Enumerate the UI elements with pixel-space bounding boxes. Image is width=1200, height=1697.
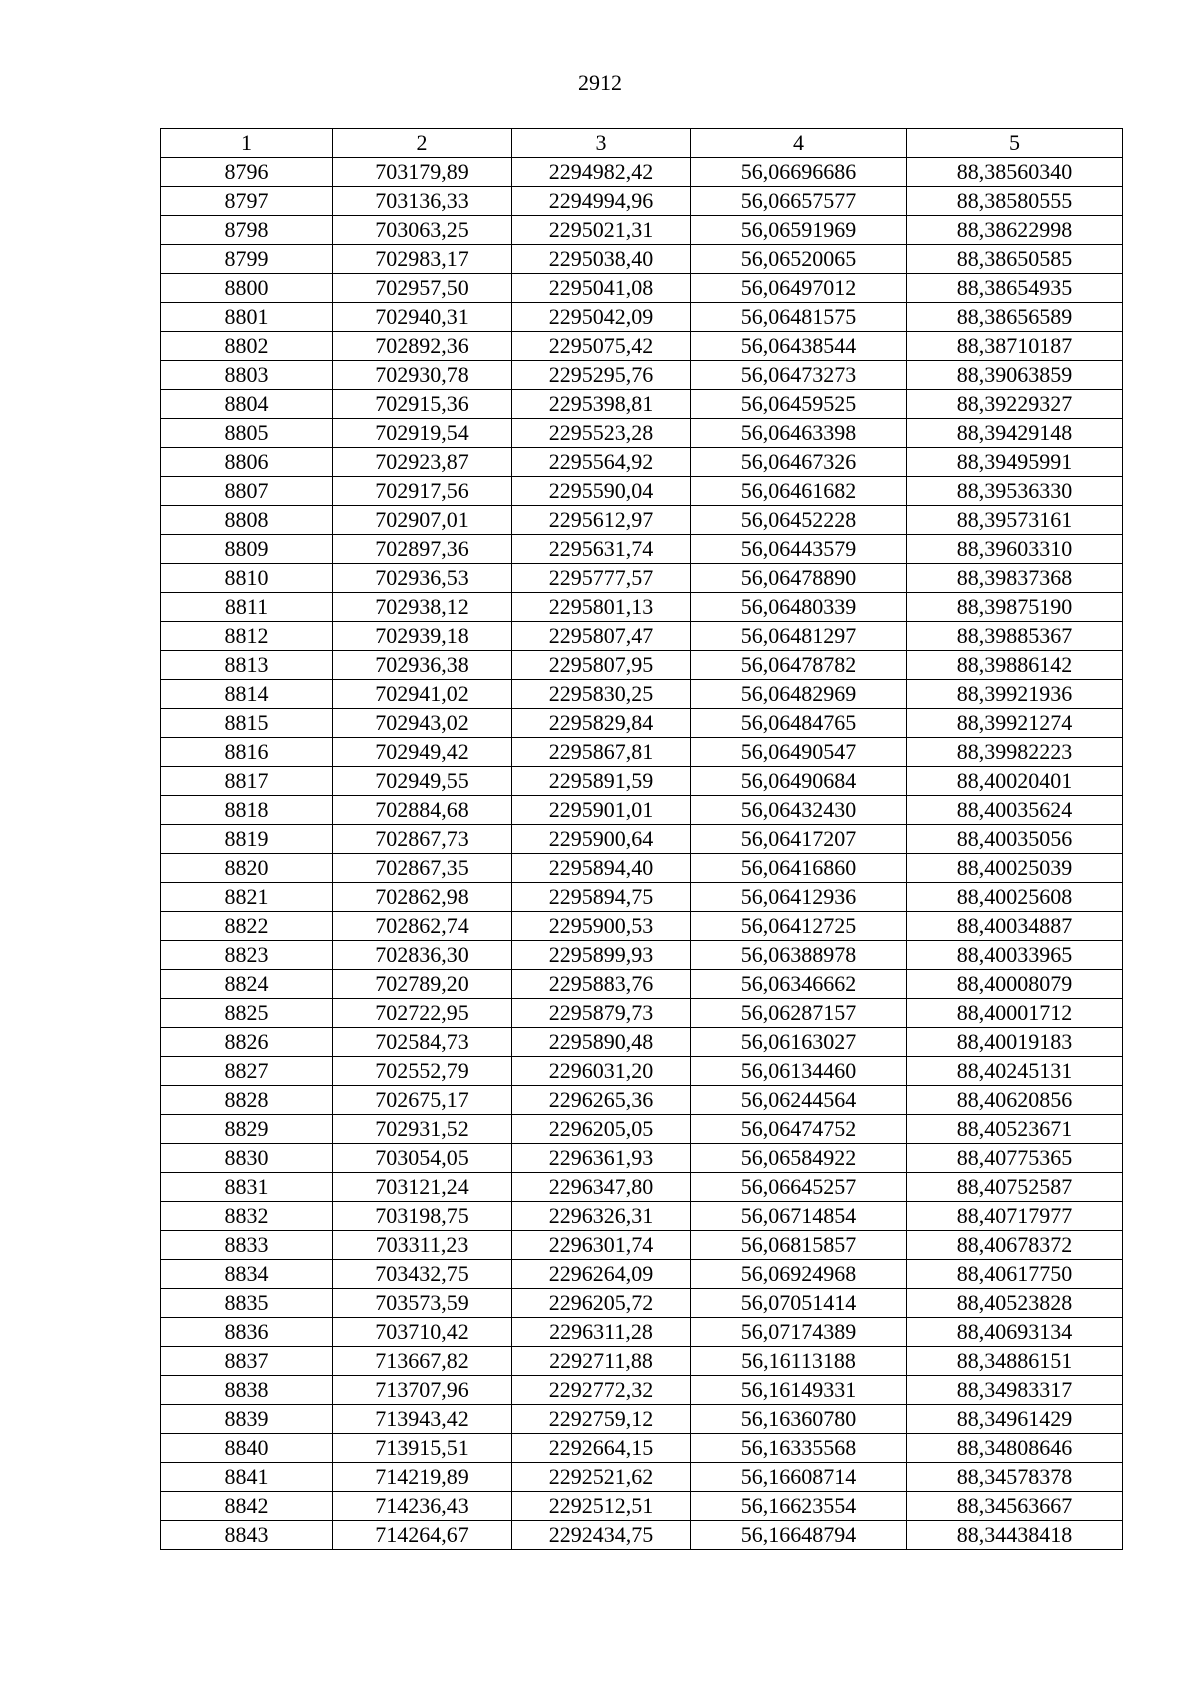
y-coordinate-cell: 2295075,42 (512, 332, 691, 361)
latitude-cell: 56,06714854 (691, 1202, 907, 1231)
longitude-cell: 88,34983317 (907, 1376, 1123, 1405)
x-coordinate-cell: 702936,53 (333, 564, 512, 593)
table-row (161, 1434, 1123, 1463)
table-header (161, 129, 1123, 158)
latitude-cell: 56,06417207 (691, 825, 907, 854)
y-coordinate-cell: 2295879,73 (512, 999, 691, 1028)
column-header-2: 2 (333, 129, 512, 158)
y-coordinate-cell: 2295890,48 (512, 1028, 691, 1057)
x-coordinate-cell: 702722,95 (333, 999, 512, 1028)
y-coordinate-cell: 2295894,75 (512, 883, 691, 912)
y-coordinate-cell: 2295883,76 (512, 970, 691, 999)
x-coordinate-cell: 713915,51 (333, 1434, 512, 1463)
y-coordinate-cell: 2295631,74 (512, 535, 691, 564)
x-coordinate-cell: 703054,05 (333, 1144, 512, 1173)
table-row (161, 245, 1123, 274)
latitude-cell: 56,16335568 (691, 1434, 907, 1463)
table-row (161, 1405, 1123, 1434)
y-coordinate-cell: 2295829,84 (512, 709, 691, 738)
latitude-cell: 56,06657577 (691, 187, 907, 216)
point-number-cell: 8812 (161, 622, 333, 651)
table-row (161, 767, 1123, 796)
table-row (161, 1289, 1123, 1318)
point-number-cell: 8839 (161, 1405, 333, 1434)
point-number-cell: 8813 (161, 651, 333, 680)
table-row (161, 1202, 1123, 1231)
longitude-cell: 88,40245131 (907, 1057, 1123, 1086)
table-row (161, 593, 1123, 622)
x-coordinate-cell: 702949,42 (333, 738, 512, 767)
table-row (161, 1376, 1123, 1405)
x-coordinate-cell: 702939,18 (333, 622, 512, 651)
table-row (161, 738, 1123, 767)
column-header-4: 4 (691, 129, 907, 158)
longitude-cell: 88,40034887 (907, 912, 1123, 941)
latitude-cell: 56,06134460 (691, 1057, 907, 1086)
longitude-cell: 88,40617750 (907, 1260, 1123, 1289)
longitude-cell: 88,40019183 (907, 1028, 1123, 1057)
longitude-cell: 88,38710187 (907, 332, 1123, 361)
longitude-cell: 88,39536330 (907, 477, 1123, 506)
latitude-cell: 56,06412725 (691, 912, 907, 941)
point-number-cell: 8843 (161, 1521, 333, 1550)
point-number-cell: 8833 (161, 1231, 333, 1260)
x-coordinate-cell: 702862,74 (333, 912, 512, 941)
x-coordinate-cell: 702936,38 (333, 651, 512, 680)
point-number-cell: 8837 (161, 1347, 333, 1376)
table-row (161, 651, 1123, 680)
longitude-cell: 88,39229327 (907, 390, 1123, 419)
y-coordinate-cell: 2295801,13 (512, 593, 691, 622)
y-coordinate-cell: 2295523,28 (512, 419, 691, 448)
table-row (161, 1260, 1123, 1289)
point-number-cell: 8817 (161, 767, 333, 796)
x-coordinate-cell: 703432,75 (333, 1260, 512, 1289)
latitude-cell: 56,16113188 (691, 1347, 907, 1376)
table-row (161, 1086, 1123, 1115)
table-row (161, 564, 1123, 593)
table-row (161, 1144, 1123, 1173)
longitude-cell: 88,39875190 (907, 593, 1123, 622)
y-coordinate-cell: 2295590,04 (512, 477, 691, 506)
x-coordinate-cell: 703063,25 (333, 216, 512, 245)
x-coordinate-cell: 702907,01 (333, 506, 512, 535)
x-coordinate-cell: 703121,24 (333, 1173, 512, 1202)
point-number-cell: 8836 (161, 1318, 333, 1347)
latitude-cell: 56,07051414 (691, 1289, 907, 1318)
y-coordinate-cell: 2295041,08 (512, 274, 691, 303)
y-coordinate-cell: 2296205,05 (512, 1115, 691, 1144)
x-coordinate-cell: 702867,35 (333, 854, 512, 883)
latitude-cell: 56,16149331 (691, 1376, 907, 1405)
longitude-cell: 88,39886142 (907, 651, 1123, 680)
longitude-cell: 88,39063859 (907, 361, 1123, 390)
x-coordinate-cell: 703136,33 (333, 187, 512, 216)
x-coordinate-cell: 702983,17 (333, 245, 512, 274)
latitude-cell: 56,06443579 (691, 535, 907, 564)
y-coordinate-cell: 2296326,31 (512, 1202, 691, 1231)
latitude-cell: 56,06481575 (691, 303, 907, 332)
table-row (161, 854, 1123, 883)
longitude-cell: 88,38580555 (907, 187, 1123, 216)
point-number-cell: 8832 (161, 1202, 333, 1231)
latitude-cell: 56,06584922 (691, 1144, 907, 1173)
latitude-cell: 56,06452228 (691, 506, 907, 535)
x-coordinate-cell: 713667,82 (333, 1347, 512, 1376)
longitude-cell: 88,40678372 (907, 1231, 1123, 1260)
table-row (161, 158, 1123, 187)
point-number-cell: 8797 (161, 187, 333, 216)
header-row (161, 129, 1123, 158)
x-coordinate-cell: 702931,52 (333, 1115, 512, 1144)
x-coordinate-cell: 702957,50 (333, 274, 512, 303)
longitude-cell: 88,39603310 (907, 535, 1123, 564)
x-coordinate-cell: 702915,36 (333, 390, 512, 419)
y-coordinate-cell: 2295901,01 (512, 796, 691, 825)
point-number-cell: 8809 (161, 535, 333, 564)
point-number-cell: 8814 (161, 680, 333, 709)
x-coordinate-cell: 703573,59 (333, 1289, 512, 1318)
y-coordinate-cell: 2296361,93 (512, 1144, 691, 1173)
latitude-cell: 56,06520065 (691, 245, 907, 274)
x-coordinate-cell: 702949,55 (333, 767, 512, 796)
latitude-cell: 56,06482969 (691, 680, 907, 709)
point-number-cell: 8835 (161, 1289, 333, 1318)
y-coordinate-cell: 2295038,40 (512, 245, 691, 274)
table-row (161, 506, 1123, 535)
x-coordinate-cell: 702675,17 (333, 1086, 512, 1115)
longitude-cell: 88,34578378 (907, 1463, 1123, 1492)
table-row (161, 1115, 1123, 1144)
latitude-cell: 56,06490547 (691, 738, 907, 767)
longitude-cell: 88,39837368 (907, 564, 1123, 593)
column-header-3: 3 (512, 129, 691, 158)
point-number-cell: 8796 (161, 158, 333, 187)
longitude-cell: 88,34438418 (907, 1521, 1123, 1550)
table-row (161, 1318, 1123, 1347)
y-coordinate-cell: 2295042,09 (512, 303, 691, 332)
latitude-cell: 56,06438544 (691, 332, 907, 361)
point-number-cell: 8834 (161, 1260, 333, 1289)
latitude-cell: 56,07174389 (691, 1318, 907, 1347)
point-number-cell: 8825 (161, 999, 333, 1028)
point-number-cell: 8808 (161, 506, 333, 535)
x-coordinate-cell: 702884,68 (333, 796, 512, 825)
y-coordinate-cell: 2295807,47 (512, 622, 691, 651)
y-coordinate-cell: 2295894,40 (512, 854, 691, 883)
longitude-cell: 88,40008079 (907, 970, 1123, 999)
table-row (161, 1521, 1123, 1550)
table-row (161, 477, 1123, 506)
table-row (161, 883, 1123, 912)
latitude-cell: 56,06481297 (691, 622, 907, 651)
latitude-cell: 56,06346662 (691, 970, 907, 999)
y-coordinate-cell: 2295777,57 (512, 564, 691, 593)
y-coordinate-cell: 2296205,72 (512, 1289, 691, 1318)
point-number-cell: 8842 (161, 1492, 333, 1521)
point-number-cell: 8801 (161, 303, 333, 332)
longitude-cell: 88,40035056 (907, 825, 1123, 854)
latitude-cell: 56,16623554 (691, 1492, 907, 1521)
table-row (161, 332, 1123, 361)
latitude-cell: 56,06473273 (691, 361, 907, 390)
x-coordinate-cell: 702941,02 (333, 680, 512, 709)
longitude-cell: 88,39495991 (907, 448, 1123, 477)
longitude-cell: 88,40523671 (907, 1115, 1123, 1144)
point-number-cell: 8820 (161, 854, 333, 883)
longitude-cell: 88,40001712 (907, 999, 1123, 1028)
longitude-cell: 88,40717977 (907, 1202, 1123, 1231)
longitude-cell: 88,40523828 (907, 1289, 1123, 1318)
longitude-cell: 88,34563667 (907, 1492, 1123, 1521)
x-coordinate-cell: 703710,42 (333, 1318, 512, 1347)
point-number-cell: 8822 (161, 912, 333, 941)
y-coordinate-cell: 2295830,25 (512, 680, 691, 709)
longitude-cell: 88,40033965 (907, 941, 1123, 970)
y-coordinate-cell: 2295867,81 (512, 738, 691, 767)
longitude-cell: 88,34886151 (907, 1347, 1123, 1376)
x-coordinate-cell: 702862,98 (333, 883, 512, 912)
longitude-cell: 88,40020401 (907, 767, 1123, 796)
x-coordinate-cell: 702836,30 (333, 941, 512, 970)
latitude-cell: 56,06416860 (691, 854, 907, 883)
x-coordinate-cell: 702923,87 (333, 448, 512, 477)
table-row (161, 999, 1123, 1028)
y-coordinate-cell: 2296264,09 (512, 1260, 691, 1289)
table-row (161, 1463, 1123, 1492)
latitude-cell: 56,06412936 (691, 883, 907, 912)
longitude-cell: 88,34961429 (907, 1405, 1123, 1434)
y-coordinate-cell: 2295398,81 (512, 390, 691, 419)
table-row (161, 709, 1123, 738)
longitude-cell: 88,40025608 (907, 883, 1123, 912)
table-row (161, 390, 1123, 419)
x-coordinate-cell: 702919,54 (333, 419, 512, 448)
y-coordinate-cell: 2295612,97 (512, 506, 691, 535)
latitude-cell: 56,06490684 (691, 767, 907, 796)
x-coordinate-cell: 702938,12 (333, 593, 512, 622)
point-number-cell: 8799 (161, 245, 333, 274)
point-number-cell: 8804 (161, 390, 333, 419)
x-coordinate-cell: 702584,73 (333, 1028, 512, 1057)
y-coordinate-cell: 2292521,62 (512, 1463, 691, 1492)
table-row (161, 216, 1123, 245)
point-number-cell: 8798 (161, 216, 333, 245)
y-coordinate-cell: 2294994,96 (512, 187, 691, 216)
point-number-cell: 8823 (161, 941, 333, 970)
table-row (161, 970, 1123, 999)
x-coordinate-cell: 714219,89 (333, 1463, 512, 1492)
latitude-cell: 56,06461682 (691, 477, 907, 506)
table-row (161, 680, 1123, 709)
longitude-cell: 88,40620856 (907, 1086, 1123, 1115)
y-coordinate-cell: 2295021,31 (512, 216, 691, 245)
table-row (161, 1057, 1123, 1086)
longitude-cell: 88,40775365 (907, 1144, 1123, 1173)
longitude-cell: 88,39982223 (907, 738, 1123, 767)
longitude-cell: 88,39429148 (907, 419, 1123, 448)
x-coordinate-cell: 703198,75 (333, 1202, 512, 1231)
y-coordinate-cell: 2296301,74 (512, 1231, 691, 1260)
y-coordinate-cell: 2295900,64 (512, 825, 691, 854)
point-number-cell: 8826 (161, 1028, 333, 1057)
point-number-cell: 8830 (161, 1144, 333, 1173)
longitude-cell: 88,38656589 (907, 303, 1123, 332)
table-row (161, 1173, 1123, 1202)
x-coordinate-cell: 702892,36 (333, 332, 512, 361)
longitude-cell: 88,40025039 (907, 854, 1123, 883)
point-number-cell: 8840 (161, 1434, 333, 1463)
y-coordinate-cell: 2295807,95 (512, 651, 691, 680)
x-coordinate-cell: 703311,23 (333, 1231, 512, 1260)
table-row (161, 1231, 1123, 1260)
latitude-cell: 56,06815857 (691, 1231, 907, 1260)
latitude-cell: 56,06244564 (691, 1086, 907, 1115)
latitude-cell: 56,06924968 (691, 1260, 907, 1289)
table-row (161, 912, 1123, 941)
latitude-cell: 56,06163027 (691, 1028, 907, 1057)
point-number-cell: 8818 (161, 796, 333, 825)
latitude-cell: 56,06478890 (691, 564, 907, 593)
page-number: 2912 (578, 70, 622, 95)
point-number-cell: 8807 (161, 477, 333, 506)
longitude-cell: 88,39885367 (907, 622, 1123, 651)
table-row (161, 361, 1123, 390)
table-row (161, 622, 1123, 651)
longitude-cell: 88,38650585 (907, 245, 1123, 274)
y-coordinate-cell: 2296265,36 (512, 1086, 691, 1115)
point-number-cell: 8824 (161, 970, 333, 999)
latitude-cell: 56,06645257 (691, 1173, 907, 1202)
y-coordinate-cell: 2296347,80 (512, 1173, 691, 1202)
longitude-cell: 88,40693134 (907, 1318, 1123, 1347)
point-number-cell: 8811 (161, 593, 333, 622)
latitude-cell: 56,06497012 (691, 274, 907, 303)
longitude-cell: 88,38560340 (907, 158, 1123, 187)
latitude-cell: 56,06467326 (691, 448, 907, 477)
x-coordinate-cell: 714264,67 (333, 1521, 512, 1550)
longitude-cell: 88,38654935 (907, 274, 1123, 303)
point-number-cell: 8831 (161, 1173, 333, 1202)
latitude-cell: 56,06484765 (691, 709, 907, 738)
y-coordinate-cell: 2295295,76 (512, 361, 691, 390)
y-coordinate-cell: 2296311,28 (512, 1318, 691, 1347)
y-coordinate-cell: 2295891,59 (512, 767, 691, 796)
table-row (161, 187, 1123, 216)
x-coordinate-cell: 702897,36 (333, 535, 512, 564)
point-number-cell: 8805 (161, 419, 333, 448)
point-number-cell: 8841 (161, 1463, 333, 1492)
point-number-cell: 8802 (161, 332, 333, 361)
latitude-cell: 56,06287157 (691, 999, 907, 1028)
x-coordinate-cell: 713707,96 (333, 1376, 512, 1405)
x-coordinate-cell: 702917,56 (333, 477, 512, 506)
y-coordinate-cell: 2295564,92 (512, 448, 691, 477)
y-coordinate-cell: 2296031,20 (512, 1057, 691, 1086)
y-coordinate-cell: 2292664,15 (512, 1434, 691, 1463)
table-row (161, 941, 1123, 970)
latitude-cell: 56,06388978 (691, 941, 907, 970)
latitude-cell: 56,06480339 (691, 593, 907, 622)
y-coordinate-cell: 2292512,51 (512, 1492, 691, 1521)
point-number-cell: 8803 (161, 361, 333, 390)
table-row (161, 535, 1123, 564)
longitude-cell: 88,40752587 (907, 1173, 1123, 1202)
y-coordinate-cell: 2292772,32 (512, 1376, 691, 1405)
point-number-cell: 8838 (161, 1376, 333, 1405)
longitude-cell: 88,39921936 (907, 680, 1123, 709)
latitude-cell: 56,16360780 (691, 1405, 907, 1434)
x-coordinate-cell: 713943,42 (333, 1405, 512, 1434)
coordinates-table (160, 128, 1123, 1550)
point-number-cell: 8828 (161, 1086, 333, 1115)
x-coordinate-cell: 702867,73 (333, 825, 512, 854)
y-coordinate-cell: 2295900,53 (512, 912, 691, 941)
table-row (161, 274, 1123, 303)
latitude-cell: 56,06463398 (691, 419, 907, 448)
table-row (161, 1347, 1123, 1376)
x-coordinate-cell: 702930,78 (333, 361, 512, 390)
table-row (161, 825, 1123, 854)
latitude-cell: 56,06696686 (691, 158, 907, 187)
table-row (161, 419, 1123, 448)
longitude-cell: 88,39573161 (907, 506, 1123, 535)
point-number-cell: 8827 (161, 1057, 333, 1086)
point-number-cell: 8800 (161, 274, 333, 303)
latitude-cell: 56,06474752 (691, 1115, 907, 1144)
y-coordinate-cell: 2294982,42 (512, 158, 691, 187)
x-coordinate-cell: 702940,31 (333, 303, 512, 332)
table-body (161, 158, 1123, 1550)
y-coordinate-cell: 2292759,12 (512, 1405, 691, 1434)
x-coordinate-cell: 703179,89 (333, 158, 512, 187)
latitude-cell: 56,06591969 (691, 216, 907, 245)
latitude-cell: 56,16608714 (691, 1463, 907, 1492)
table-row (161, 448, 1123, 477)
y-coordinate-cell: 2292434,75 (512, 1521, 691, 1550)
point-number-cell: 8819 (161, 825, 333, 854)
point-number-cell: 8816 (161, 738, 333, 767)
latitude-cell: 56,06459525 (691, 390, 907, 419)
y-coordinate-cell: 2292711,88 (512, 1347, 691, 1376)
column-header-5: 5 (907, 129, 1123, 158)
table-row (161, 1028, 1123, 1057)
x-coordinate-cell: 702552,79 (333, 1057, 512, 1086)
y-coordinate-cell: 2295899,93 (512, 941, 691, 970)
latitude-cell: 56,06432430 (691, 796, 907, 825)
table-row (161, 303, 1123, 332)
point-number-cell: 8821 (161, 883, 333, 912)
latitude-cell: 56,16648794 (691, 1521, 907, 1550)
longitude-cell: 88,34808646 (907, 1434, 1123, 1463)
longitude-cell: 88,40035624 (907, 796, 1123, 825)
column-header-1: 1 (161, 129, 333, 158)
latitude-cell: 56,06478782 (691, 651, 907, 680)
x-coordinate-cell: 714236,43 (333, 1492, 512, 1521)
longitude-cell: 88,39921274 (907, 709, 1123, 738)
point-number-cell: 8815 (161, 709, 333, 738)
x-coordinate-cell: 702789,20 (333, 970, 512, 999)
table-row (161, 796, 1123, 825)
point-number-cell: 8810 (161, 564, 333, 593)
x-coordinate-cell: 702943,02 (333, 709, 512, 738)
point-number-cell: 8829 (161, 1115, 333, 1144)
point-number-cell: 8806 (161, 448, 333, 477)
table-row (161, 1492, 1123, 1521)
longitude-cell: 88,38622998 (907, 216, 1123, 245)
